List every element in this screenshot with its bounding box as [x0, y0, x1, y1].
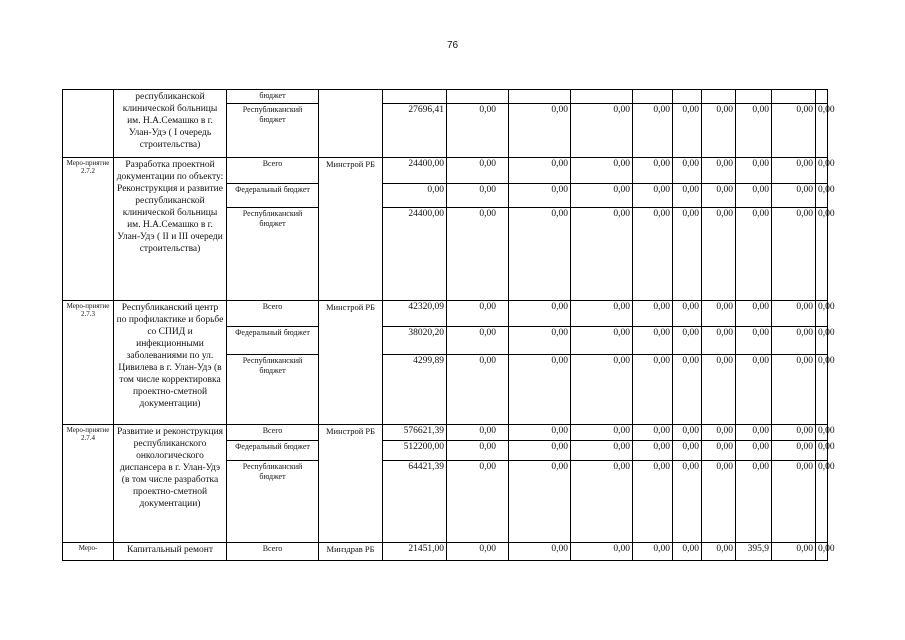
- year-value-cell: 0,00: [816, 461, 828, 543]
- funding-source-cell: Республиканский бюджет: [227, 461, 319, 543]
- total-cell: 38020,20: [383, 327, 447, 355]
- year-value-cell: 0,00: [633, 158, 673, 184]
- year-value-cell: 0,00: [633, 543, 673, 561]
- year-value-cell: 0,00: [772, 543, 816, 561]
- year-value-cell: 0,00: [447, 543, 509, 561]
- year-value-cell: 0,00: [447, 208, 509, 301]
- year-value-cell: 0,00: [736, 461, 772, 543]
- year-value-cell: [816, 90, 828, 104]
- measure-name-cell: республиканской клинической больницы им. Н.А.Семашко в г. Улан-Удэ ( I очередь строительства): [114, 90, 227, 158]
- year-value-cell: 0,00: [447, 158, 509, 184]
- year-value-cell: 0,00: [772, 104, 816, 158]
- year-value-cell: 0,00: [571, 301, 633, 327]
- year-value-cell: 0,00: [702, 425, 736, 441]
- funding-source-cell: бюджет: [227, 90, 319, 104]
- total-cell: 24400,00: [383, 158, 447, 184]
- year-value-cell: 0,00: [772, 301, 816, 327]
- year-value-cell: 0,00: [509, 158, 571, 184]
- year-value-cell: 0,00: [633, 327, 673, 355]
- total-cell: 0,00: [383, 184, 447, 208]
- year-value-cell: 0,00: [633, 184, 673, 208]
- year-value-cell: 0,00: [772, 184, 816, 208]
- table-row: [63, 158, 828, 184]
- year-value-cell: [673, 90, 702, 104]
- year-value-cell: 0,00: [447, 184, 509, 208]
- year-value-cell: 0,00: [772, 441, 816, 461]
- year-value-cell: 0,00: [571, 158, 633, 184]
- year-value-cell: 0,00: [702, 158, 736, 184]
- year-value-cell: 0,00: [571, 441, 633, 461]
- executor-cell: Минстрой РБ: [319, 425, 383, 543]
- year-value-cell: 0,00: [736, 104, 772, 158]
- year-value-cell: 0,00: [571, 461, 633, 543]
- year-value-cell: 0,00: [736, 425, 772, 441]
- year-value-cell: 0,00: [772, 355, 816, 425]
- year-value-cell: 0,00: [673, 425, 702, 441]
- page-number: 76: [446, 40, 459, 51]
- year-value-cell: 0,00: [772, 158, 816, 184]
- measure-code-cell: Меро-: [63, 543, 114, 561]
- funding-source-cell: Республиканский бюджет: [227, 355, 319, 425]
- year-value-cell: [633, 90, 673, 104]
- year-value-cell: 0,00: [702, 184, 736, 208]
- budget-table: [62, 89, 835, 561]
- year-value-cell: 0,00: [633, 208, 673, 301]
- year-value-cell: 0,00: [673, 461, 702, 543]
- executor-cell: Минстрой РБ: [319, 158, 383, 301]
- year-value-cell: 0,00: [816, 104, 828, 158]
- year-value-cell: 0,00: [702, 461, 736, 543]
- table-row: [63, 543, 828, 561]
- year-value-cell: [736, 90, 772, 104]
- year-value-cell: 0,00: [702, 301, 736, 327]
- total-cell: 4299,89: [383, 355, 447, 425]
- year-value-cell: 0,00: [816, 158, 828, 184]
- year-value-cell: 0,00: [772, 327, 816, 355]
- year-value-cell: 0,00: [702, 327, 736, 355]
- year-value-cell: 0,00: [673, 208, 702, 301]
- year-value-cell: 0,00: [633, 104, 673, 158]
- total-cell: 27696,41: [383, 104, 447, 158]
- funding-source-cell: Всего: [227, 301, 319, 327]
- year-value-cell: 0,00: [571, 355, 633, 425]
- executor-cell: Минстрой РБ: [319, 301, 383, 425]
- funding-source-cell: Республиканский бюджет: [227, 208, 319, 301]
- year-value-cell: 0,00: [816, 425, 828, 441]
- measure-name-cell: Республиканский центр по профилактике и борьбе со СПИД и инфекционными заболеваниями по ул. Цивилева в г. Улан-Удэ (в том числе корректировка проектно-сметной документации): [114, 301, 227, 425]
- year-value-cell: 0,00: [673, 441, 702, 461]
- year-value-cell: 0,00: [736, 355, 772, 425]
- year-value-cell: 0,00: [816, 441, 828, 461]
- year-value-cell: 0,00: [772, 461, 816, 543]
- total-cell: [383, 90, 447, 104]
- year-value-cell: 0,00: [447, 425, 509, 441]
- year-value-cell: 0,00: [571, 543, 633, 561]
- year-value-cell: 0,00: [509, 184, 571, 208]
- year-value-cell: [702, 90, 736, 104]
- table-row: [63, 301, 828, 327]
- year-value-cell: 0,00: [702, 104, 736, 158]
- year-value-cell: 0,00: [633, 425, 673, 441]
- year-value-cell: 0,00: [772, 208, 816, 301]
- year-value-cell: 0,00: [509, 543, 571, 561]
- year-value-cell: [509, 90, 571, 104]
- year-value-cell: 0,00: [772, 425, 816, 441]
- year-value-cell: 0,00: [736, 441, 772, 461]
- executor-cell: [319, 90, 383, 158]
- measure-name-cell: Капитальный ремонт: [114, 543, 227, 561]
- year-value-cell: 0,00: [673, 158, 702, 184]
- measure-code-cell: Меро-приятие 2.7.4: [63, 425, 114, 543]
- year-value-cell: 0,00: [447, 461, 509, 543]
- year-value-cell: 0,00: [509, 425, 571, 441]
- year-value-cell: 0,00: [673, 104, 702, 158]
- total-cell: 24400,00: [383, 208, 447, 301]
- year-value-cell: 395,9: [736, 543, 772, 561]
- funding-source-cell: Всего: [227, 158, 319, 184]
- year-value-cell: 0,00: [447, 104, 509, 158]
- year-value-cell: [772, 90, 816, 104]
- year-value-cell: 0,00: [736, 301, 772, 327]
- year-value-cell: 0,00: [447, 441, 509, 461]
- funding-source-cell: Федеральный бюджет: [227, 184, 319, 208]
- year-value-cell: 0,00: [571, 104, 633, 158]
- total-cell: 21451,00: [383, 543, 447, 561]
- year-value-cell: 0,00: [571, 208, 633, 301]
- year-value-cell: 0,00: [736, 208, 772, 301]
- year-value-cell: 0,00: [702, 441, 736, 461]
- measure-code-cell: Меро-приятие 2.7.3: [63, 301, 114, 425]
- year-value-cell: 0,00: [633, 441, 673, 461]
- total-cell: 576621,39: [383, 425, 447, 441]
- measure-name-cell: Развитие и реконструкция республиканского онкологического диспансера в г. Улан-Удэ (в том числе разработка проектно-сметной документации): [114, 425, 227, 543]
- year-value-cell: 0,00: [702, 355, 736, 425]
- funding-source-cell: Всего: [227, 543, 319, 561]
- year-value-cell: 0,00: [571, 327, 633, 355]
- year-value-cell: 0,00: [673, 355, 702, 425]
- year-value-cell: 0,00: [447, 301, 509, 327]
- year-value-cell: 0,00: [509, 461, 571, 543]
- table-row: [63, 90, 828, 104]
- year-value-cell: 0,00: [816, 543, 828, 561]
- year-value-cell: 0,00: [702, 543, 736, 561]
- year-value-cell: 0,00: [816, 355, 828, 425]
- year-value-cell: 0,00: [509, 104, 571, 158]
- year-value-cell: 0,00: [509, 441, 571, 461]
- year-value-cell: [447, 90, 509, 104]
- year-value-cell: 0,00: [633, 355, 673, 425]
- year-value-cell: 0,00: [736, 158, 772, 184]
- year-value-cell: 0,00: [816, 208, 828, 301]
- year-value-cell: 0,00: [509, 208, 571, 301]
- year-value-cell: 0,00: [509, 327, 571, 355]
- funding-source-cell: Всего: [227, 425, 319, 441]
- total-cell: 512200,00: [383, 441, 447, 461]
- year-value-cell: 0,00: [673, 327, 702, 355]
- year-value-cell: 0,00: [736, 184, 772, 208]
- total-cell: 42320,09: [383, 301, 447, 327]
- year-value-cell: 0,00: [816, 184, 828, 208]
- total-cell: 64421,39: [383, 461, 447, 543]
- measure-name-cell: Разработка проектной документации по объекту: Реконструкция и развитие республиканской клинической больницы им. Н.А.Семашко в г. Улан-Удэ ( II и III очереди строительства): [114, 158, 227, 301]
- year-value-cell: 0,00: [673, 301, 702, 327]
- year-value-cell: 0,00: [816, 301, 828, 327]
- measure-code-cell: [63, 90, 114, 158]
- year-value-cell: 0,00: [673, 543, 702, 561]
- year-value-cell: 0,00: [447, 355, 509, 425]
- year-value-cell: 0,00: [509, 301, 571, 327]
- executor-cell: Минздрав РБ: [319, 543, 383, 561]
- year-value-cell: 0,00: [736, 327, 772, 355]
- funding-source-cell: Федеральный бюджет: [227, 441, 319, 461]
- year-value-cell: 0,00: [447, 327, 509, 355]
- year-value-cell: 0,00: [633, 461, 673, 543]
- year-value-cell: 0,00: [702, 208, 736, 301]
- year-value-cell: 0,00: [571, 184, 633, 208]
- funding-source-cell: Федеральный бюджет: [227, 327, 319, 355]
- table-row: [63, 425, 828, 441]
- year-value-cell: 0,00: [509, 355, 571, 425]
- year-value-cell: [571, 90, 633, 104]
- year-value-cell: 0,00: [571, 425, 633, 441]
- funding-source-cell: Республиканский бюджет: [227, 104, 319, 158]
- year-value-cell: 0,00: [673, 184, 702, 208]
- measure-code-cell: Меро-приятие 2.7.2: [63, 158, 114, 301]
- year-value-cell: 0,00: [816, 327, 828, 355]
- year-value-cell: 0,00: [633, 301, 673, 327]
